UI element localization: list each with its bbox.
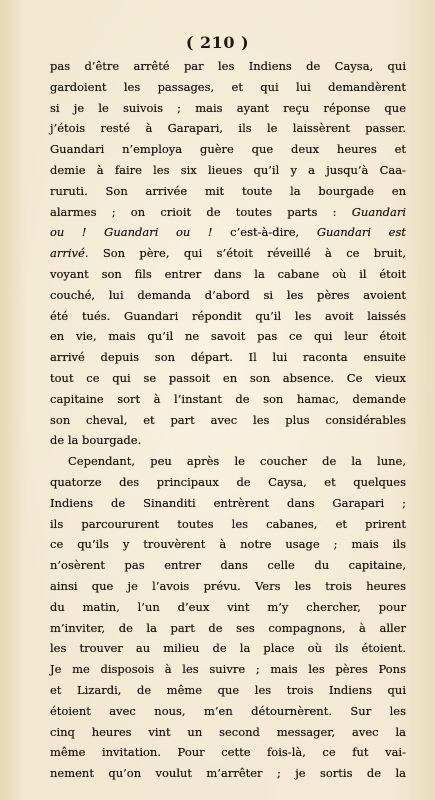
text-line [50, 618, 406, 639]
line-text: et Lizardi, de même que les trois Indiens qui [50, 682, 406, 697]
line-text: j’étois resté à Garapari, ils le laissèrent passer. [50, 121, 406, 136]
text-line [50, 181, 406, 202]
text-line [50, 77, 406, 98]
line-text: les trouver au milieu de la place où ils étoient. [50, 641, 406, 656]
line-text: étoient avec nous, m’en détournèrent. Sur les [50, 703, 406, 718]
text-line [50, 701, 406, 722]
text-line [50, 742, 406, 763]
line-text: son cheval, et part avec les plus considérables [50, 412, 406, 427]
line-text: même invitation. Pour cette fois-là, ce fut vai- [50, 745, 406, 760]
line-text: capitaine sort à l’instant de son hamac, demande [50, 391, 406, 406]
line-text: en vie, mais qu’il ne savoit pas ce qui leur étoit [50, 329, 406, 344]
line-text: demie à faire les six lieues qu’il y a jusqu’à Caa- [50, 162, 406, 177]
italic-text: Guandari est [316, 225, 406, 240]
line-text: c’est-à-dire, [212, 225, 317, 240]
line-text: ce qu’ils y trouvèrent à notre usage ; mais ils [50, 537, 406, 552]
text-line [50, 118, 406, 139]
text-line [50, 576, 406, 597]
line-text: quatorze des principaux de Caysa, et quelques [50, 474, 406, 489]
text-line [50, 243, 406, 264]
text-line [50, 389, 406, 410]
line-text: Cependant, peu après le coucher de la lune, [68, 454, 406, 469]
line-text: du matin, l’un d’eux vint m’y chercher, pour [50, 599, 406, 614]
text-line [50, 306, 406, 327]
line-text: pas d’être arrêté par les Indiens de Caysa, qui [50, 59, 406, 73]
line-text: couché, lui demanda d’abord si les pères avoient [50, 287, 406, 302]
text-line [50, 722, 406, 743]
line-text: voyant son fils entrer dans la cabane où il étoit [50, 266, 406, 281]
text-line [50, 410, 406, 431]
italic-text: ou ! Guandari ou ! [50, 225, 213, 240]
text-line [50, 98, 406, 119]
text-line [50, 514, 406, 535]
text-line [50, 222, 406, 243]
line-text: Son père, qui s’étoit réveillé à ce bruit, [88, 246, 406, 261]
text-line [50, 555, 406, 576]
line-text: Guandari n’employa guère que deux heures et [50, 142, 406, 157]
line-text: gardoient les passages, et qui lui demandèrent [50, 79, 406, 94]
line-text: ainsi que je l’avois prévu. Vers les trois heures [50, 578, 406, 593]
line-text: Je me disposois à les suivre ; mais les pères Pons [50, 662, 406, 677]
line-text: tout ce qui se passoit en son absence. Ce vieux [50, 370, 406, 385]
line-text: arrivé depuis son départ. Il lui raconta ensuite [50, 350, 406, 365]
text-line [50, 160, 406, 181]
text-line [50, 326, 406, 347]
line-text: cinq heures vint un second messager, avec la [50, 724, 406, 739]
text-line [50, 680, 406, 701]
text-line [50, 139, 406, 160]
text-line [50, 264, 406, 285]
text-line [50, 597, 406, 618]
line-text: m’inviter, de la part de ses compagnons, à aller [50, 620, 406, 635]
italic-text: Guandari [351, 204, 406, 219]
text-line [50, 763, 406, 784]
text-line [50, 368, 406, 389]
italic-text: arrivé. [50, 246, 89, 261]
line-text: de la bourgade. [50, 433, 142, 448]
text-line [50, 472, 406, 493]
line-text: alarmes ; on crioit de toutes parts : [50, 204, 352, 219]
line-text: été tués. Guandari répondit qu’il les avoit laissés [50, 308, 406, 323]
text-line [50, 430, 406, 451]
text-line [50, 202, 406, 223]
page-number: ( 210 ) [185, 33, 250, 52]
text-line [50, 56, 406, 77]
line-text: ruruti. Son arrivée mit toute la bourgade en [50, 183, 406, 198]
text-line [50, 285, 406, 306]
body-text [50, 56, 406, 784]
text-line [50, 347, 406, 368]
text-line [50, 638, 406, 659]
line-text: nement qu’on voulut m’arrêter ; je sortis de la [50, 766, 406, 781]
text-line [50, 451, 406, 472]
text-line [50, 534, 406, 555]
line-text: ils parcoururent toutes les cabanes, et prirent [50, 516, 406, 531]
line-text: Indiens de Sinanditi entrèrent dans Garapari ; [50, 495, 406, 510]
text-line [50, 659, 406, 680]
line-text: n’osèrent pas entrer dans celle du capitaine, [50, 558, 406, 573]
line-text: si je le suivois ; mais ayant reçu réponse que [50, 100, 406, 115]
text-line [50, 493, 406, 514]
